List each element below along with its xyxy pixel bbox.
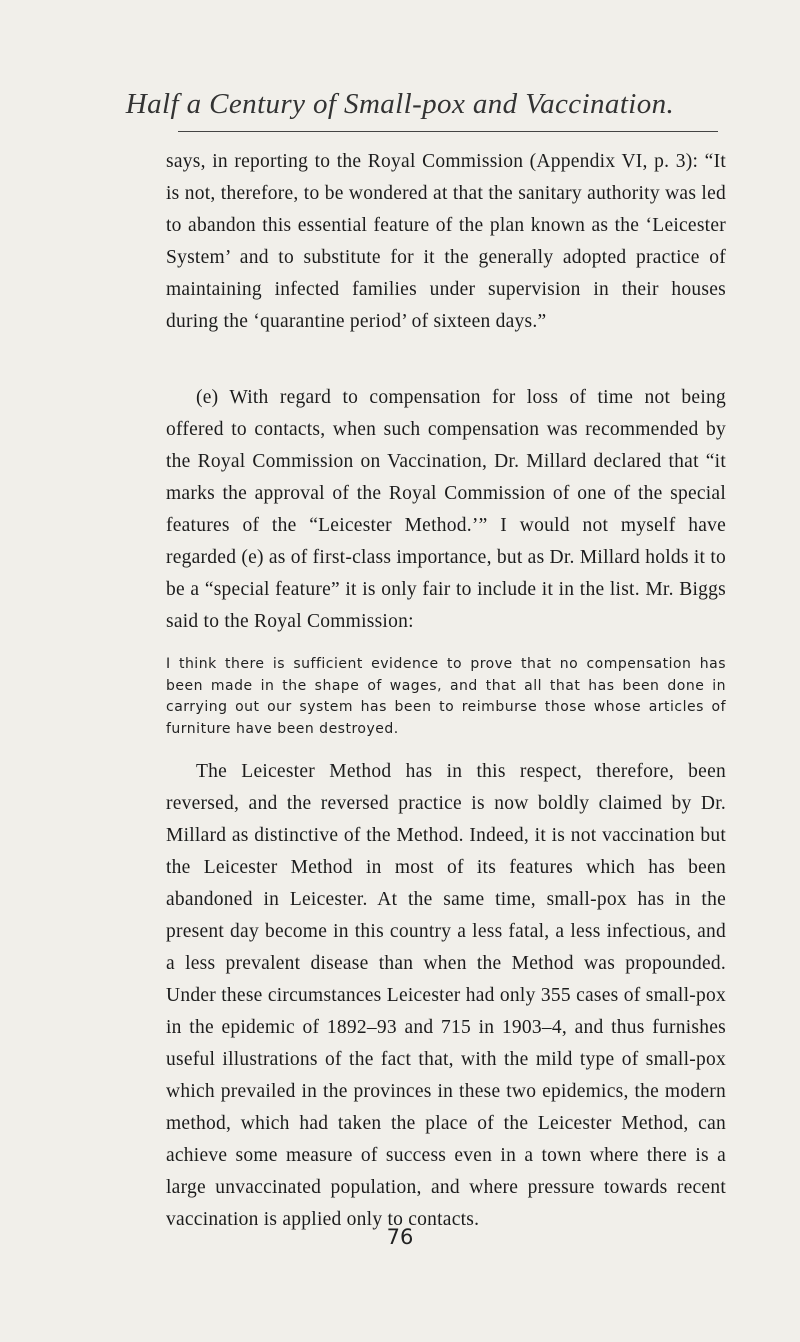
block-quote: I think there is sufficient evidence to prove that no compensation has been made in the shape of wages, and that all that has been done in carrying out our system has been to reimburse those whose articles of furniture have been destroyed. [166, 656, 726, 737]
header-rule [178, 131, 718, 132]
paragraph-3: The Leicester Method has in this respect, therefore, been reversed, and the reversed practice is now boldly claimed by Dr. Millard as distinctive of the Method. Indeed, it is not vaccination but the Leicester Method in most of its features which has been abandoned in Leicester. At the same time, small-pox has in the present day become in this country a less fatal, a less infectious, and a less prevalent disease than when the Method was propounded. Under these circumstances Leicester had only 355 cases of small-pox in the epidemic of 1892–93 and 715 in 1903–4, and thus furnishes useful illustrations of the fact that, with the mild type of small-pox which prevailed in the provinces in these two epidemics, the modern method, which had taken the place of the Leicester Method, can achieve some measure of success even in a town where there is a large unvaccinated population, and where pressure towards recent vaccination is applied only to contacts. [166, 761, 726, 1230]
running-header: Half a Century of Small-pox and Vaccination. [125, 88, 675, 120]
paragraph-1: says, in reporting to the Royal Commission (Appendix VI, p. 3): “It is not, therefore, to be wondered at that the sanitary authority was led to abandon this essential feature of the plan known as the ‘Leicester System’ and to substitute for it the generally adopted practice of maintaining infected families under supervision in their houses during the ‘quarantine period’ of sixteen days.” [166, 151, 726, 332]
page-number: 76 [386, 1225, 414, 1249]
paragraph-2: (e) With regard to compensation for loss of time not being offered to contacts, when such compensation was recommended by the Royal Commission on Vaccination, Dr. Millard declared that “it marks the approval of the Royal Commission of one of the special features of the “Leicester Method.’” I would not myself have regarded (e) as of first-class importance, but as Dr. Millard holds it to be a “special feature” it is only fair to include it in the list. Mr. Biggs said to the Royal Commission: [166, 387, 726, 632]
